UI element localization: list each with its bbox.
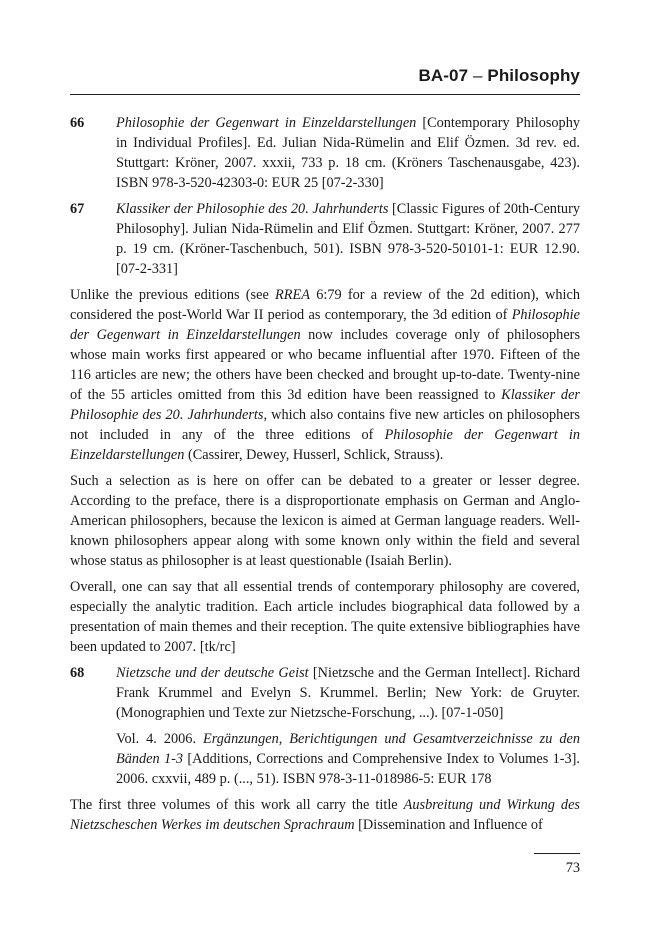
volume-title: Ergänzungen, Berichtigungen und Gesamtverzeichnisse zu den Bänden 1-3 [116,731,580,767]
italic-run: Philosophie der Gegenwart in Einzeldarstellungen [70,427,580,463]
text-run: Unlike the previous editions (see [70,287,276,303]
text-run: 6:79 for a review of the 2d edition), which considered the post-World War II period as contemporary, the 3d edition of [70,287,580,323]
volume-details: [Additions, Corrections and Comprehensive Index to Volumes 1-3]. 2006. cxxvii, 489 p. (..., 51). ISBN 978-3-11-018986-5: EUR 178 [116,751,580,787]
italic-run: Philosophie der Gegenwart in Einzeldarstellungen [70,307,580,343]
text-run: , which also contains five new articles on philosophers not included in any of the three editions of [70,407,580,443]
section-code: BA-07 [418,66,469,85]
entry-number: 68 [70,665,85,681]
review-paragraph-3: Overall, one can say that all essential trends of contemporary philosophy are covered, especially the analytic tradition. Each article includes biographical data followed by a presentation of main themes and their reception. The quite extensive bibliographies have been updated to 2007. [tk/rc] [70,579,580,655]
header-dash: – [468,66,488,85]
bibliography-entry-66 [70,113,580,193]
footer-rule [534,853,580,854]
italic-run: Klassiker der Philosophie des 20. Jahrhunderts [70,387,580,423]
page-content [70,113,580,841]
header-rule [70,94,580,95]
entry-title: Philosophie der Gegenwart in Einzeldarstellungen [116,115,417,131]
review-paragraph-1 [70,285,580,465]
running-header [70,66,580,86]
section-title: Philosophy [487,66,580,85]
entry-title: Klassiker der Philosophie des 20. Jahrhunderts [116,201,389,217]
bibliography-entry-67 [70,199,580,279]
review-paragraph-2: Such a selection as is here on offer can be debated to a greater or lesser degree. According to the preface, there is a disproportionate emphasis on German and Anglo-American philosophers, because the lexicon is aimed at German language readers. Well-known philosophers appear along with some known only within the field and several whose status as philosopher is at least questionable (Isaiah Berlin). [70,473,580,569]
italic-run: Ausbreitung und Wirkung des Nietzscheschen Werkes im deutschen Sprachraum [70,797,580,833]
entry-citation [116,663,580,723]
entry-details: [Nietzsche and the German Intellect]. Richard Frank Krummel and Evelyn S. Krummel. Berlin; New York: de Gruyter. (Monographien und Texte zur Nietzsche-Forschung, ...). [07-1-050] [116,665,580,721]
volume-prefix: Vol. 4. 2006. [116,731,203,747]
entry-number: 66 [70,115,85,131]
text-run: now includes coverage only of philosophers whose main works first appeared or who became influential after 1970. Fifteen of the 116 articles are new; the others have been checked and brought up-to-date. Twenty-nine of the 55 articles omitted from this 3d edition have been reassigned to [70,327,581,403]
page-number: 73 [565,860,580,876]
entry-number: 67 [70,201,85,217]
review-paragraph-4 [70,795,580,835]
text-run: (Cassirer, Dewey, Husserl, Schlick, Strauss). [184,447,444,463]
entry-citation [116,113,580,193]
entry-details: [Contemporary Philosophy in Individual Profiles]. Ed. Julian Nida-Rümelin and Elif Özmen. 3d rev. ed. Stuttgart: Kröner, 2007. xxxii, 733 p. 18 cm. (Kröners Taschenausgabe, 423). ISBN 978-3-520-42303-0: EUR 25 [07-2-330] [116,115,580,191]
text-run: The first three volumes of this work all carry the title [70,797,404,813]
volume-subentry [116,729,580,789]
entry-citation [116,199,580,279]
bibliography-entry-68 [70,663,580,723]
text-run: [Dissemination and Influence of [354,817,543,833]
entry-details: [Classic Figures of 20th-Century Philosophy]. Julian Nida-Rümelin and Elif Özmen. Stuttgart: Kröner, 2007. 277 p. 19 cm. (Kröner-Taschenbuch, 501). ISBN 978-3-520-50101-1: EUR 12.90. [07-2-331] [116,201,580,277]
italic-run: RREA [275,287,310,303]
entry-title: Nietzsche und der deutsche Geist [116,665,309,681]
